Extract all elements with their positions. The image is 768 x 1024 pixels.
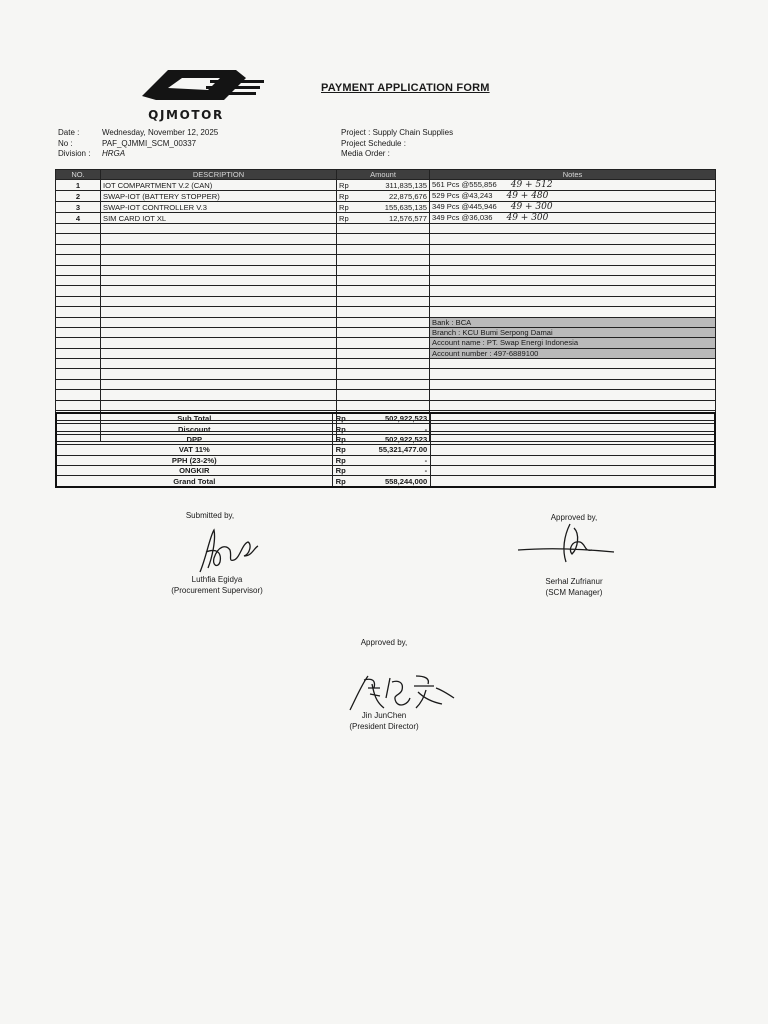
item-description: IOT COMPARTMENT V.2 (CAN) — [101, 180, 337, 191]
media-order: Media Order : — [341, 149, 390, 158]
submitted-by-role: (Procurement Supervisor) — [171, 586, 263, 595]
header-no: NO. — [56, 170, 101, 180]
bank-row — [56, 338, 716, 348]
totals-row — [56, 455, 715, 465]
item-amount: 12,576,577 — [355, 213, 430, 224]
bank-row — [56, 327, 716, 337]
item-amount: 155,635,135 — [355, 202, 430, 213]
empty-row — [56, 265, 716, 275]
table-row — [56, 191, 716, 202]
approved-by-scm-role: (SCM Manager) — [545, 588, 603, 597]
bank-account-number: Account number : 497-6889100 — [430, 348, 716, 358]
date-value: Wednesday, November 12, 2025 — [102, 128, 219, 137]
approved-by-scm-signatory — [514, 576, 634, 598]
empty-row — [56, 234, 716, 244]
item-amount: 22,875,676 — [355, 191, 430, 202]
empty-row — [56, 359, 716, 369]
empty-row — [56, 307, 716, 317]
item-currency: Rp — [337, 191, 356, 202]
totals-row — [56, 465, 715, 475]
bank-branch: Branch : KCU Bumi Serpong Damai — [430, 327, 716, 337]
approved-by-president-role: (President Director) — [349, 722, 419, 731]
table-row — [56, 202, 716, 213]
empty-row — [56, 286, 716, 296]
item-notes-text: 349 Pcs @445,946 — [432, 202, 497, 211]
qjmotor-logo-mark-icon — [128, 66, 264, 108]
date-label: Date : — [58, 128, 80, 137]
ongkir-value: - — [353, 465, 431, 475]
totals-row — [56, 445, 715, 455]
item-notes-text: 349 Pcs @36,036 — [432, 213, 493, 222]
submitted-by-signatory — [150, 574, 284, 596]
handwritten-note: 49 + 480 — [506, 191, 549, 201]
ongkir-currency: Rp — [332, 465, 352, 475]
submitted-by-heading: Submitted by, — [185, 511, 235, 520]
dpp-currency: Rp — [332, 434, 352, 444]
empty-row — [56, 390, 716, 400]
grand-total-currency: Rp — [332, 476, 352, 487]
pph-currency: Rp — [332, 455, 352, 465]
bank-row — [56, 317, 716, 327]
header-description: DESCRIPTION — [101, 170, 337, 180]
item-amount: 311,835,135 — [355, 180, 430, 191]
empty-row — [56, 296, 716, 306]
approved-by-president-heading: Approved by, — [360, 638, 408, 647]
header-notes: Notes — [430, 170, 716, 180]
project-name: Project : Supply Chain Supplies — [341, 128, 454, 137]
item-no: 1 — [56, 180, 101, 191]
qjmotor-logo — [128, 66, 264, 122]
grand-total-value: 558,244,000 — [353, 476, 431, 487]
item-notes-text: 561 Pcs @555,856 — [432, 180, 497, 189]
form-title: PAYMENT APPLICATION FORM — [321, 82, 490, 94]
handwritten-note: 49 + 300 — [510, 202, 553, 212]
totals-row — [56, 413, 715, 424]
signature-serhal-icon — [514, 520, 620, 564]
table-row — [56, 213, 716, 224]
approved-by-president-name: Jin JunChen — [361, 711, 407, 720]
item-notes — [430, 191, 716, 202]
dpp-value: 502,922,523 — [353, 434, 431, 444]
signature-jin-icon — [346, 668, 458, 714]
item-description: SWAP-IOT (BATTERY STOPPER) — [101, 191, 337, 202]
totals-table — [55, 412, 716, 488]
table-row — [56, 180, 716, 191]
dpp-label: DPP — [56, 434, 332, 444]
project-meta — [341, 128, 453, 160]
division-label: Division : — [58, 149, 91, 158]
totals-row — [56, 434, 715, 444]
item-currency: Rp — [337, 180, 356, 191]
discount-currency: Rp — [332, 424, 352, 434]
approved-by-president-signatory — [324, 710, 444, 732]
empty-row — [56, 369, 716, 379]
signature-luthfia-icon — [192, 522, 262, 578]
pph-label: PPH (23-2%) — [56, 455, 332, 465]
item-notes — [430, 202, 716, 213]
empty-row — [56, 255, 716, 265]
submitted-by-name: Luthfia Egidya — [191, 575, 243, 584]
division-value: HRGA — [102, 149, 126, 158]
item-description: SWAP-IOT CONTROLLER V.3 — [101, 202, 337, 213]
table-header-row — [56, 170, 716, 180]
pph-value: - — [353, 455, 431, 465]
document-meta — [58, 128, 218, 160]
item-currency: Rp — [337, 202, 356, 213]
header-amount: Amount — [337, 170, 430, 180]
item-currency: Rp — [337, 213, 356, 224]
vat-currency: Rp — [332, 445, 352, 455]
discount-label: Discount — [56, 424, 332, 434]
item-notes — [430, 213, 716, 224]
no-label: No : — [58, 138, 73, 148]
item-notes — [430, 180, 716, 191]
subtotal-currency: Rp — [332, 413, 352, 424]
item-no: 2 — [56, 191, 101, 202]
discount-value: - — [353, 424, 431, 434]
subtotal-label: Sub Total — [56, 413, 332, 424]
handwritten-note: 49 + 300 — [506, 213, 549, 223]
project-schedule: Project Schedule : — [341, 138, 406, 148]
approved-by-scm-name: Serhal Zufrianur — [545, 577, 603, 586]
ongkir-label: ONGKIR — [56, 465, 332, 475]
empty-row — [56, 379, 716, 389]
handwritten-note: 49 + 512 — [510, 180, 553, 190]
bank-name: Bank : BCA — [430, 317, 716, 327]
bank-row — [56, 348, 716, 358]
approved-by-scm-heading: Approved by, — [550, 513, 598, 522]
logo-text: QJMOTOR — [148, 108, 224, 122]
bank-account-name: Account name : PT. Swap Energi Indonesia — [430, 338, 716, 348]
grand-total-label: Grand Total — [56, 476, 332, 487]
items-table — [55, 169, 716, 442]
empty-row — [56, 224, 716, 234]
subtotal-value: 502,922,523 — [353, 413, 431, 424]
vat-value: 55,321,477.00 — [353, 445, 431, 455]
vat-label: VAT 11% — [56, 445, 332, 455]
item-no: 3 — [56, 202, 101, 213]
totals-row — [56, 476, 715, 487]
empty-row — [56, 275, 716, 285]
item-description: SIM CARD IOT XL — [101, 213, 337, 224]
item-notes-text: 529 Pcs @43,243 — [432, 191, 493, 200]
totals-row — [56, 424, 715, 434]
empty-row — [56, 244, 716, 254]
item-no: 4 — [56, 213, 101, 224]
empty-row — [56, 400, 716, 410]
no-value: PAF_QJMMI_SCM_00337 — [102, 138, 197, 148]
